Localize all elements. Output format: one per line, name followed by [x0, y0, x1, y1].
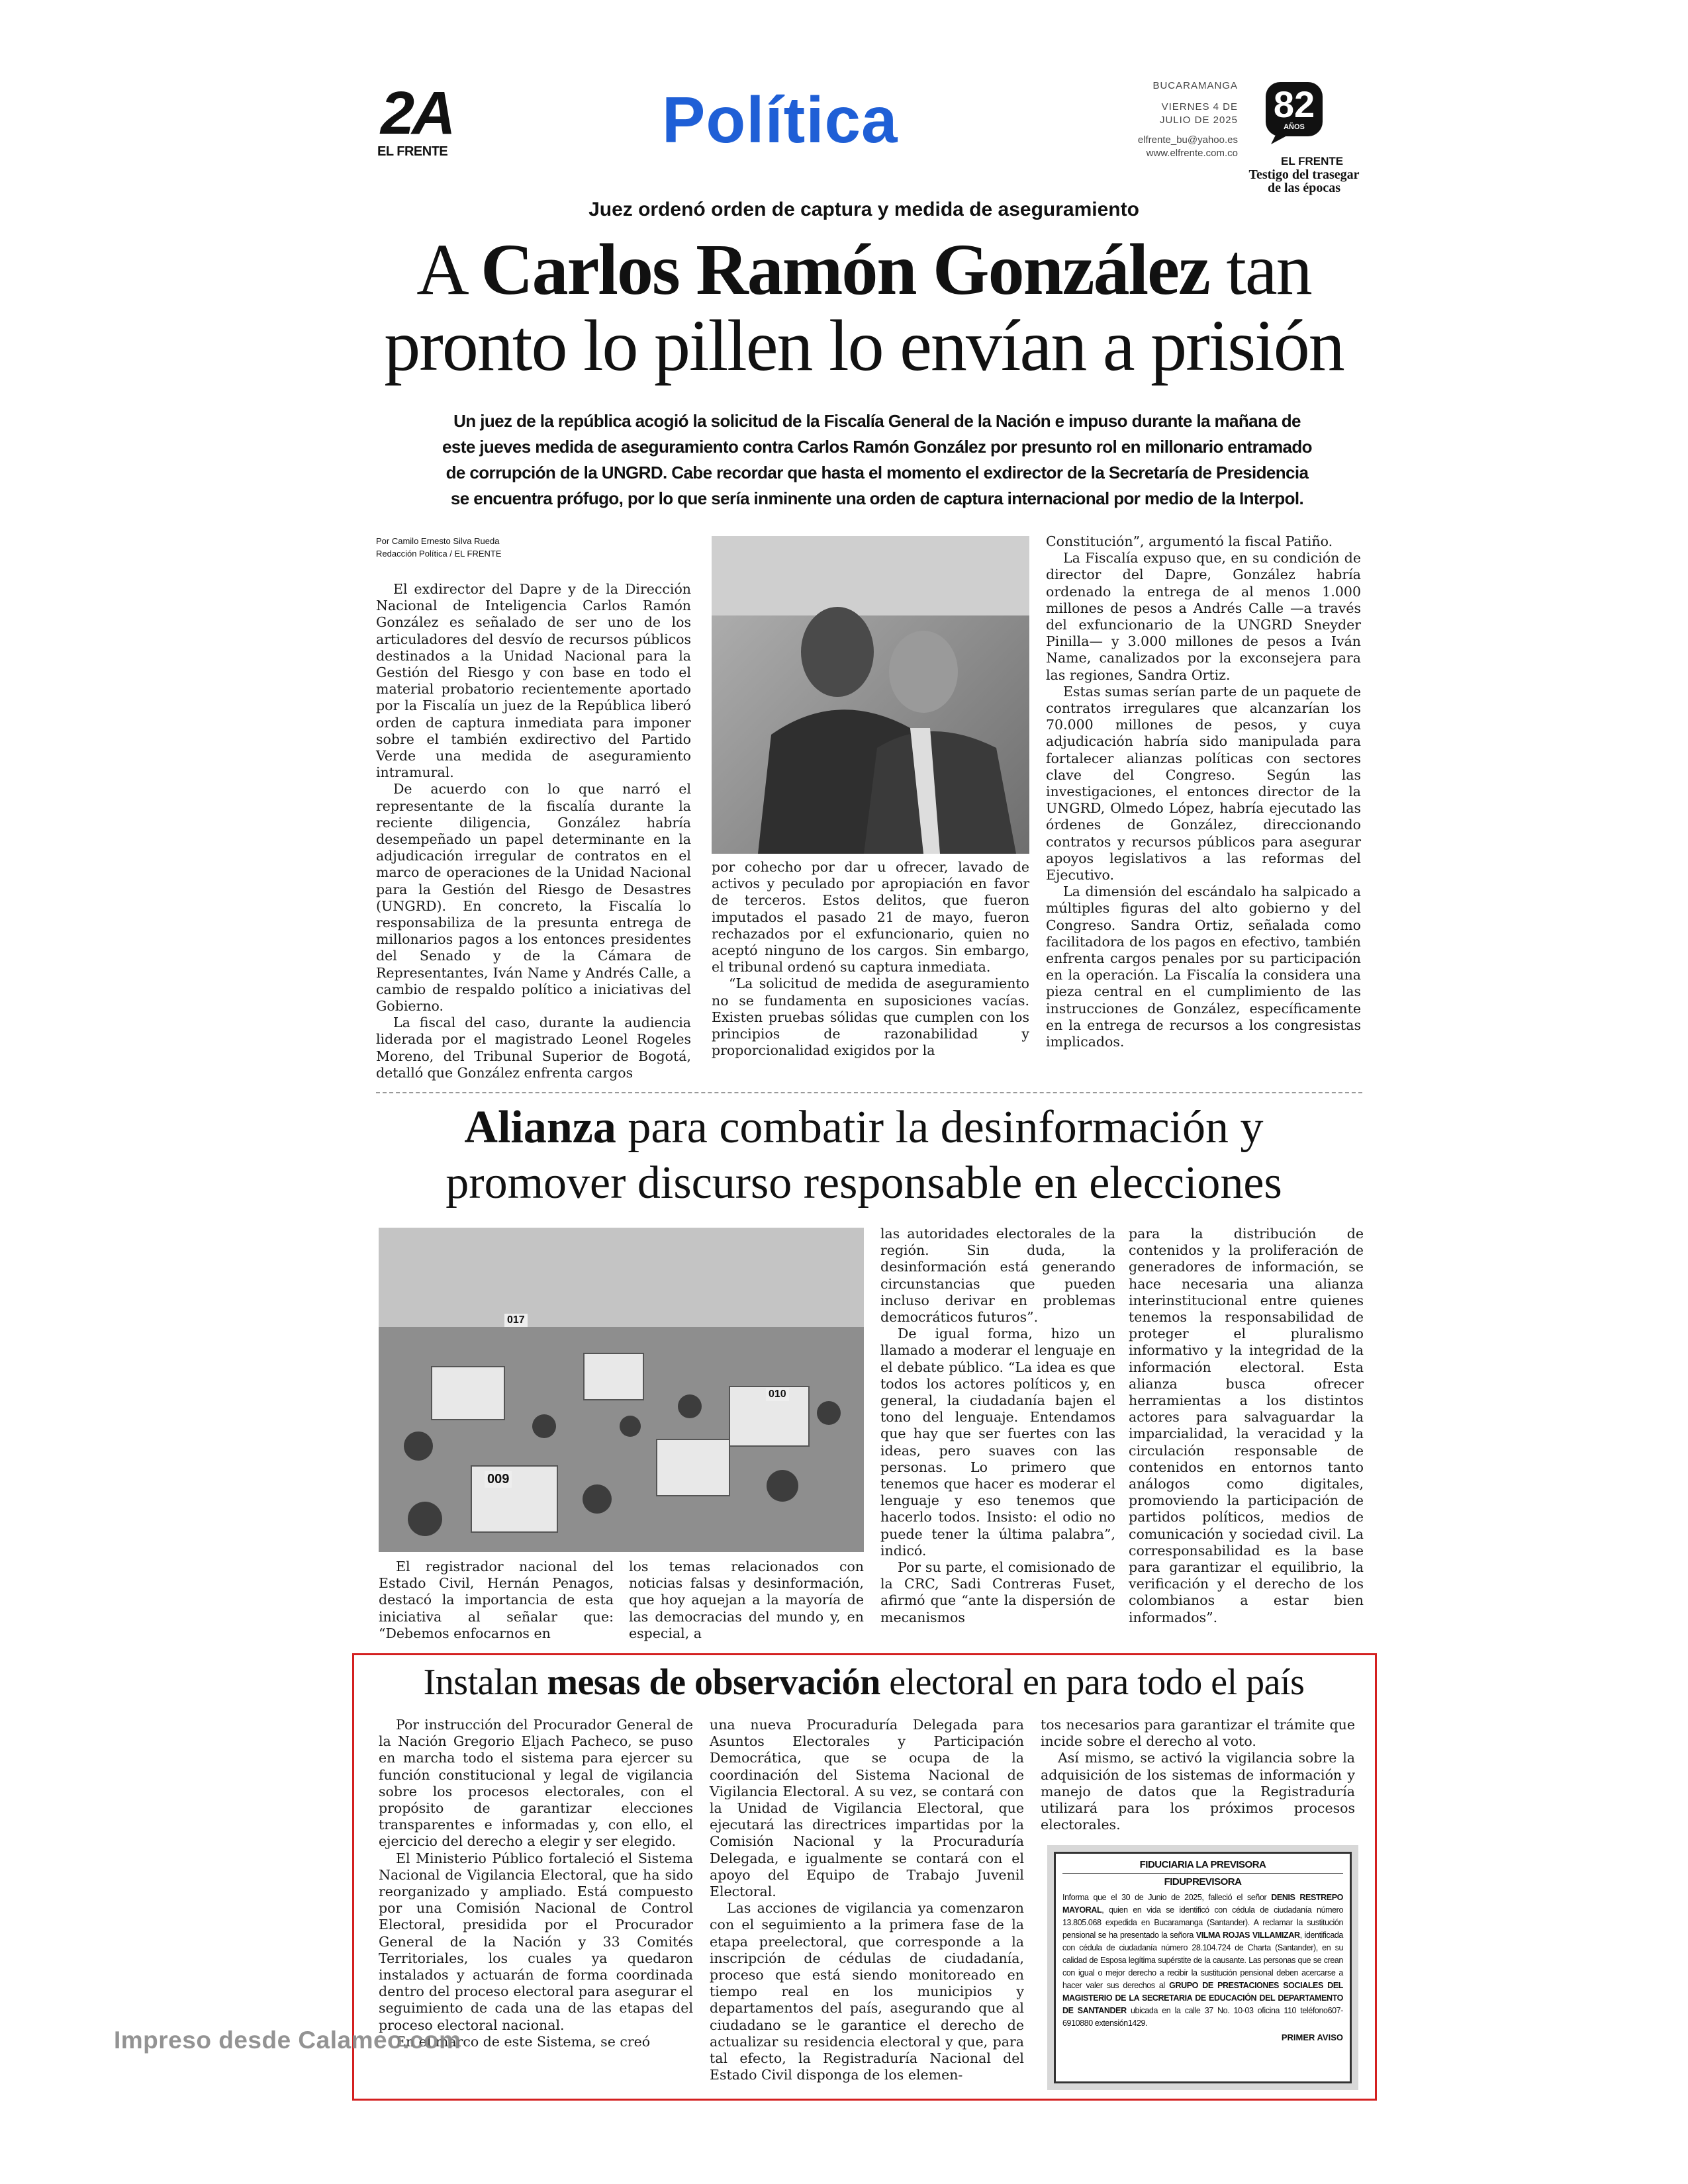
article1-column-1	[376, 581, 691, 1081]
article1-col3-p1: Constitución”, argumentó la fiscal Patiño.	[1046, 533, 1333, 549]
article1-col1-p1: El exdirector del Dapre y de la Dirección Nacional de Inteligencia Carlos Ramón González es señalado de ser uno de los articuladores del desvío de recursos públicos destinados a la Unidad Nacional para la Gestión del Riesgo y con base en todo el material probatorio recientemente aportado por la Fiscalía un juez de la República liberó orden de captura inmediata para imponer sobre el también exdirectivo del Partido Verde una medida de aseguramiento intramural.	[376, 581, 691, 781]
booth-label-009: 009	[485, 1471, 512, 1488]
article1-headline-bold: Carlos Ramón González	[481, 229, 1209, 310]
article2-headline	[381, 1100, 1347, 1211]
article1-lead: Un juez de la república acogió la solicitud de la Fiscalía General de la Nación e impuso durante la mañana de este jueves medida de aseguramiento contra Carlos Ramón González por presunto rol en millonario entramado de corrupción de la UNGRD. Cabe recordar que hasta el momento el exdirector de la Secretaría de Presidencia se encuentra prófugo, por lo que sería inminente una orden de captura internacional por medio de la Interpol.	[442, 411, 1312, 508]
article3-headline-rest: electoral en para todo el país	[889, 1662, 1305, 1703]
article3-col1-p3: En el marco de este Sistema, se creó	[396, 2033, 651, 2050]
article1-photo	[712, 536, 1029, 854]
article2-col3-p1: las autoridades electorales de la región. Sin duda, la desinformación está generando circunstancias que pueden incluso derivar en problemas democráticos futuros”.	[880, 1226, 1115, 1326]
section-divider	[376, 1092, 1362, 1093]
article1-col2-p1: por cohecho por dar u ofrecer, lavado de activos y peculado por apropiación en favor de terceros. Estos delitos, que fueron imputados el pasado 21 de mayo, fueron rechazados por el exfuncionario, quien no aceptó ninguno de los cargos. Sin embargo, el tribunal ordenó su captura inmediata.	[712, 859, 1029, 976]
notice-deceased: DENIS RESTREPO MAYORAL	[1062, 1893, 1343, 1915]
email: elfrente_bu@yahoo.es	[1137, 134, 1238, 146]
article1-headline-line2: pronto lo pillen lo envían a prisión	[384, 305, 1344, 386]
article3-col2-p2: Las acciones de vigilancia ya comenzaron con el seguimiento a la primera fase de la etapa preelectoral, que corresponde a la inscripción de cédulas de ciudadanía, proceso que está siendo monitoreado en tiempo real en los municipios y departamentos del país, asegurando que al ciudadano se le garantice el derecho de actualizar su residencia electoral y que, para tal efecto, la Registraduría Nacional del Estado Civil disponga de los elemen-	[710, 1900, 1024, 2083]
anniversary-number: 82	[1273, 83, 1315, 125]
notice-title-2: FIDUPREVISORA	[1164, 1876, 1242, 1888]
booth-label-017: 017	[504, 1314, 528, 1327]
byline-author: Por Camilo Ernesto Silva Rueda	[376, 536, 500, 546]
article3-column-2	[710, 1717, 1024, 2083]
article3-column-3	[1041, 1717, 1355, 1833]
notice-rule	[1062, 1873, 1343, 1874]
notice-body-3: , identificada con cédula de ciudadanía número 28.104.724 de Charta (Santander), en su calidad de Esposa legítima supérstite de la causante. Las personas que se crean con igual o mejor derecho a recibir la sustitución pensional deben acercarse a hacer valer sus derechos al	[1062, 1931, 1343, 1990]
article2-col3-p3: Por su parte, el comisionado de la CRC, Sadi Contreras Fuset, afirmó que “ante la dispersión de mecanismos	[880, 1559, 1115, 1625]
legal-notice-inner	[1054, 1852, 1352, 2083]
article1-headline-a: A	[416, 229, 464, 310]
section-title: Política	[662, 83, 898, 156]
article1-col2-p2: “La solicitud de medida de aseguramiento no se fundamenta en suposiciones vacías. Existen pruebas sólidas que cumplen con los principios de razonabilidad y proporcionalidad exigidos por la	[712, 976, 1029, 1059]
article3-column-1	[379, 1717, 693, 2050]
date-line-1: VIERNES 4 DE	[1161, 101, 1238, 113]
article3-col3-p1: tos necesarios para garantizar el trámite que incide sobre el derecho al voto.	[1041, 1717, 1355, 1750]
article2-col2-p1: los temas relacionados con noticias falsas y desinformación, que hoy aquejan a la mayoría de las democracias del mundo y, en especial, a	[629, 1559, 864, 1641]
article3-col1-p1: Por instrucción del Procurador General de la Nación Gregorio Eljach Pacheco, se puso en marcha todo el sistema para ejercer su función constitucional y legal de vigilancia sobre los procesos electorales, con el propósito de garantizar elecciones transparentes e informadas y, con ello, el ejercicio del derecho a elegir y ser elegido.	[379, 1717, 693, 1850]
article2-column-1	[379, 1559, 614, 1642]
article3-headline-bold: mesas de observación	[547, 1662, 880, 1703]
notice-office: GRUPO DE PRESTACIONES SOCIALES DEL MAGISTERIO DE LA SECRETARIA DE EDUCACIÓN DEL DEPARTAMENTO DE SANTANDER	[1062, 1981, 1344, 2015]
page-number-paper: EL FRENTE	[377, 144, 448, 159]
notice-body-2: , quien en vida se identificó con cédula de ciudadanía número 13.805.068 expedida en Bucaramanga (Santander). A reclamar la sustitución pensional se ha presentado la señora	[1062, 1905, 1343, 1940]
article1-col3-p4: La dimensión del escándalo ha salpicado a múltiples figuras del alto gobierno y del Congreso. Sandra Ortiz, señalada como facilitadora de los pagos en efectivo, también enfrenta cargos penales por su participación en la operación. La Fiscalía la considera una pieza central en el cumplimiento de las instrucciones de González, específicamente en la entrega de recursos a los congresistas implicados.	[1046, 884, 1361, 1050]
photo-registration-hall-icon	[379, 1228, 864, 1552]
city: BUCARAMANGA	[1152, 80, 1238, 91]
article2-col3-p2: De igual forma, hizo un llamado a moderar el lenguaje en el debate público. “La idea es que todos los actores políticos y, en general, la ciudadanía bajen el tono del lenguaje. Entendamos que hay que ser fuertes con las ideas, pero suaves con las personas. Lo primero que tenemos que hacer es moderar el lenguaje y eso tenemos que hacerlo todos. Insisto: el odio no puede tener la última palabra”, indicó.	[880, 1326, 1115, 1559]
anniversary-badge	[1264, 81, 1324, 146]
photo-petro-gonzalez-icon	[712, 536, 1029, 854]
notice-footer: PRIMER AVISO	[1281, 2032, 1343, 2042]
page-number: 2A	[381, 79, 453, 147]
notice-claimant: VILMA ROJAS VILLAMIZAR	[1196, 1931, 1300, 1940]
article3-col2-p1: una nueva Procuraduría Delegada para Asuntos Electorales y Participación Democrática, que se ocupa de la coordinación del Sistema Nacional de Vigilancia Electoral. A su vez, se contará con la Unidad de Vigilancia Electoral, que ejecutará las directrices impartidas por la Comisión Nacional y la Procuraduría Delegada, e igualmente se contará con el apoyo del Equipo de Trabajo Juvenil Electoral.	[710, 1717, 1024, 1900]
anniversary-years: AÑOS	[1284, 123, 1305, 131]
brand-name: EL FRENTE	[1281, 155, 1344, 167]
article1-headline	[381, 229, 1347, 386]
article2-headline-bold: Alianza	[464, 1102, 616, 1153]
article3-headline	[357, 1661, 1370, 1704]
tagline-1: Testigo del trasegar	[1248, 167, 1360, 182]
article2-photo	[379, 1228, 864, 1552]
article2-column-3	[880, 1226, 1115, 1626]
tagline-2: de las épocas	[1268, 181, 1340, 195]
article2-headline-line2: promover discurso responsable en elecciones	[445, 1158, 1282, 1208]
date-line-2: JULIO DE 2025	[1159, 114, 1238, 126]
article1-headline-rest: tan	[1226, 229, 1311, 310]
article2-column-2	[629, 1559, 864, 1642]
notice-body-1: Informa que el 30 de Junio de 2025, falleció el señor	[1062, 1893, 1272, 1902]
page-header	[0, 0, 1688, 199]
article3-col3-p2: Así mismo, se activó la vigilancia sobre la adquisición de los sistemas de información y manejo de datos que la Registraduría utilizará para los próximos procesos electorales.	[1041, 1750, 1355, 1833]
article2-headline-rest: para combatir la desinformación y	[628, 1102, 1264, 1153]
article1-col3-p3: Estas sumas serían parte de un paquete de contratos irregulares que alcanzarían los 70.000 millones de pesos, y cuya adjudicación habría sido manipulada para fortalecer alianzas políticas con sectores clave del Congreso. Según las investigaciones, el entonces director de la UNGRD, Olmedo López, habría ejecutado las órdenes de González, direccionando contratos y recursos públicos para asegurar apoyos legislativos a las reformas del Ejecutivo.	[1046, 683, 1361, 884]
notice-body-4: ubicada en la calle 37 No. 10-03 oficina 110 teléfono607-6910880 extensión1429.	[1062, 2006, 1344, 2028]
article1-col3-p2: La Fiscalía expuso que, en su condición de director del Dapre, González habría ordenado la entrega de al menos 1.000 millones de pesos a Andrés Calle —a través del exfuncionario de la UNGRD Sneyder Pinilla— y 3.000 millones de pesos a Iván Name, canalizados por la exconsejera para las regiones, Sandra Ortiz.	[1046, 550, 1361, 683]
masthead-info	[1053, 79, 1238, 160]
article1-col1-p3: La fiscal del caso, durante la audiencia liderada por el magistrado Leonel Rogeles Moreno, del Tribunal Superior de Bogotá, detalló que González enfrenta cargos	[376, 1015, 691, 1081]
article1-col1-p2: De acuerdo con lo que narró el representante de la fiscalía durante la reciente diligencia, González habría desempeñado un papel determinante en la adjudicación irregular de contratos en el marco de operaciones de la Unidad Nacional para la Gestión del Riesgo de Desastres (UNGRD). En concreto, la Fiscalía lo responsabiliza de la presunta entrega de millonarios pagos a los entonces presidentes del Senado y de la Cámara de Representantes, Iván Name y Andrés Calle, a cambio de respaldo político a iniciativas del Gobierno.	[376, 781, 691, 1015]
article1-column-3	[1046, 533, 1361, 1050]
article2-col1-p1: El registrador nacional del Estado Civil, Hernán Penagos, destacó la importancia de esta iniciativa al señalar que: “Debemos enfocarnos en	[379, 1559, 614, 1641]
article3-headline-a: Instalan	[423, 1662, 538, 1703]
article1-kicker: Juez ordenó orden de captura y medida de aseguramiento	[588, 199, 1139, 220]
legal-notice	[1047, 1845, 1358, 2090]
article2-column-4	[1129, 1226, 1364, 1626]
byline-desk: Redacción Política / EL FRENTE	[376, 549, 502, 559]
website: www.elfrente.com.co	[1146, 148, 1238, 159]
watermark-text: Impreso desde Calameo.com	[114, 2026, 461, 2054]
article1-column-2	[712, 859, 1029, 1059]
article2-col4-p1: para la distribución de contenidos y la proliferación de generadores de información, se hace necesaria una alianza interinstitucional entre quienes tenemos la responsabilidad de proteger el pluralismo informativo y la integridad de la información electoral. Esta alianza busca ofrecer herramientas a los distintos actores para salvaguardar la imparcialidad, la veracidad y la circulación responsable de contenidos en entornos tanto análogos como digitales, promoviendo la participación de partidos políticos, medios de comunicación y sociedad civil. La corresponsabilidad es la base para garantizar el equilibrio, la verificación y el derecho de los colombianos a estar bien informados”.	[1129, 1226, 1364, 1625]
booth-label-010: 010	[766, 1388, 789, 1401]
byline	[376, 535, 502, 560]
notice-title-1: FIDUCIARIA LA PREVISORA	[1139, 1859, 1266, 1870]
article3-col1-p2: El Ministerio Público fortaleció el Sistema Nacional de Vigilancia Electoral, que ha sido reorganizado y ampliado. Está compuesto por una Comisión Nacional de Control Electoral, presidida por el Procurador General de la Nación y 33 Comités Territoriales, los cuales ya quedaron instalados y actuarán de forma coordinada dentro del proceso electoral para asegurar el seguimiento de cada una de las etapas del proceso electoral nacional.	[379, 1850, 693, 2033]
notice-body	[1062, 1891, 1343, 2030]
